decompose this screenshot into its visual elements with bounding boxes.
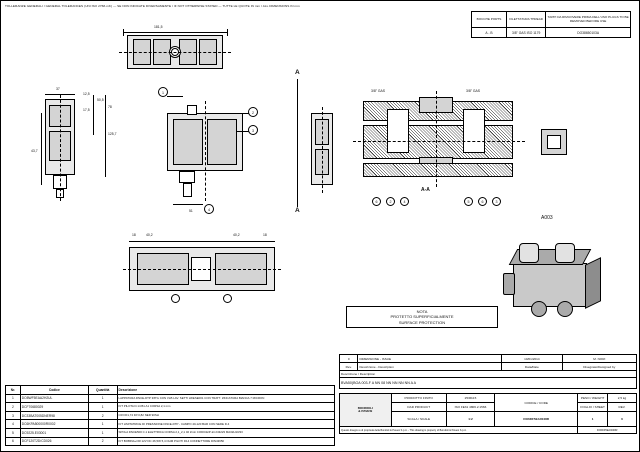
table-row [6,420,335,429]
section-centerline-h [353,141,525,142]
balloon-2-leader [237,113,249,114]
section-line-a [297,79,298,207]
revision-block [339,354,637,389]
iso-relief-valve [531,301,547,317]
port-table-row [472,28,631,38]
iso-side-face [585,257,601,309]
dim-line-bottom-51 [173,204,203,205]
bom-header-code: Codice [20,386,88,395]
front-view-left-spool [173,119,203,165]
iso-front-face [513,263,587,307]
section-lower-band [363,163,513,177]
iso-coil-left [519,243,539,263]
revision-row [340,355,637,363]
table-row [6,428,335,437]
table-row [6,394,335,403]
dim-bottom-18: 18 [132,233,136,237]
balloon-1-leader [167,96,183,97]
code-label-row [340,371,637,378]
dim-line-bottom [129,241,275,242]
company-name-1: BONDIOLI [357,405,373,410]
prodotto-value: 25/Rb15 [446,394,494,403]
front-view-right-spool [207,119,237,165]
section-main-body [363,125,513,159]
front-view-top-port [187,105,197,115]
bom-qty: 1 [88,420,117,429]
revision-desc: DIMENSIONE - ISSUE [358,355,502,363]
bom-qty: 1 [88,394,117,403]
bom-desc: CR DF1,74 D/f 0,82 NER 90SH [117,411,334,420]
front-view-bottom-stem [183,183,192,197]
bom-code: DCF120T2D/CD026 [20,437,88,446]
port-table-header-plugs: TAPPI DA RIMUOVERE PRIMA DELL'USO PLUGS TO BE REMOVED BEFORE USE [546,12,631,28]
code-value-row [340,378,637,389]
bom-code: DCF70680029 [20,403,88,412]
section-centerline-v [436,91,437,187]
section-balloon-2: 2 [386,197,395,206]
bom-desc: SPOLA DNCE500 C.1 ELETTRICA CORSA 2,1_2,1 40 l/min CODICE/P-kit 243223 MA32H10/33 [117,428,334,437]
bom-nr: 6 [6,437,21,446]
company-logo [340,394,392,427]
section-balloon-3: 3 [492,197,501,206]
bom-code: DC33BAT005DNER98 [20,411,88,420]
bom-nr: 4 [6,420,21,429]
dim-bottom-402a: 40,2 [146,233,153,237]
foglio-value: 1 [578,412,608,427]
balloon-3: 3 [248,125,258,135]
bom-qty: 2 [88,411,117,420]
bottom-balloon-a [171,294,180,303]
bom-nr: 2 [6,403,21,412]
balloon-4: 4 [204,204,214,214]
revision-author: M. NORI [562,355,636,363]
scala-value: 1:2 [446,412,494,427]
bom-desc: KIT PILOTA D.14 B1 A1 CORSA 2,1 mm [117,403,334,412]
port-table-cell-ports: A - B [472,28,507,38]
foglio-label: FOGLIO / SHEET [578,403,608,412]
dim-ext-right [227,29,228,36]
section-left-bore [387,109,409,153]
revision-header-rev: Rev. [340,363,358,371]
codice-label: CODICE / CODE [524,400,548,405]
detail-a003-bore [547,135,561,149]
rev-value: 0 [607,412,636,427]
dim-bottom-18b: 18 [263,233,267,237]
bom-desc: KIT BOBINA+OR 12V DC 26,5W 5,4 OHM PILOTI D14 CONNETTORE DIN43650 [117,437,334,446]
section-arrow-a-top: A [295,69,300,76]
port-table-cell-thread: 3/8" GAS ISO 1179 [507,28,546,38]
revision-header-desc: Descrizione - Description [358,363,502,371]
prodotto-label: PRODOTTO FINITO [391,394,446,403]
front-view-bottom-flange [179,171,195,183]
dim-left-78: 78 [108,105,112,109]
table-row [6,437,335,446]
section-balloon-6a: 6 [372,197,381,206]
peso-value: 2,5 kg [607,394,636,403]
detail-label-a003: A003 [541,215,553,221]
thread-label-left: 3/8" GAS [371,89,386,93]
codice-cell [495,394,578,412]
nota-box [346,306,498,328]
company-name-2: & PAVESI [358,409,373,413]
balloon-1: 1 [158,87,168,97]
bom-code: DC6KPA500000R0002 [20,420,88,429]
section-balloon-4: 4 [400,197,409,206]
port-table [471,11,631,38]
bom-qty: 2 [88,437,117,446]
codice-value: DO6DF5EA0048R [495,412,578,427]
title-block [339,393,637,434]
front-view-centerline [205,101,206,201]
table-row [6,411,335,420]
bom-nr: 3 [6,411,21,420]
port-table-cell-plugs: DO38650103A [546,28,631,38]
bom-header-nr: Nr. [6,386,21,395]
section-arrow-a-bottom: A [295,207,300,214]
section-balloon-5: 5 [464,197,473,206]
scala-label [391,412,446,427]
port-table-header-thread: FILETTATURA THREAD [507,12,546,28]
balloon-3-leader [237,131,249,132]
dad-value: ISO FE31 4806.2.1566 [446,403,494,412]
port-table-header-ports: BOCCHE PORTS [472,12,507,28]
footer-right: DO6DF5EA0048R [578,427,637,434]
section-title-aa: A-A [421,187,430,193]
code-value: BVA50(BOA 003-F A NN 08 NN NN NN NN A A [340,378,637,389]
dim-left-125: 12,5 [83,92,90,96]
iso-port-bottom [557,301,573,317]
table-row [6,403,335,412]
bill-of-materials [5,385,335,446]
dim-left-175: 17,5 [83,108,90,112]
bom-header-qty: Quantità [88,386,117,395]
dim-left-1257: 125,7 [108,132,117,136]
bottom-balloon-b [223,294,232,303]
right-view-centerline [322,107,323,193]
left-view-centerline [60,95,61,201]
dim-left-37: 37 [56,87,60,91]
dim-line-left-v2 [105,95,106,177]
isometric-view [501,239,609,331]
thread-label-right: 3/8" GAS [466,89,481,93]
revision-header-date: Data/Date [502,363,562,371]
scala-label-text: SCALA / SCALE [407,417,431,421]
dim-bottom-51: 51 [189,209,193,213]
bom-desc: KIT LIMITATRICE DI PRESSIONE DNCE-DTP - CAMPO 40-120 BAR CON SEDE D.4 [117,420,334,429]
dim-line-left-v1 [93,95,94,135]
section-right-bore [463,109,485,153]
dim-left-505: 50,5 [97,98,104,102]
bom-nr: 5 [6,428,21,437]
footer-left: Questo disegno è di proprietà della Bondioli & Pavesi S.p.A. - This drawing is property of Bondioli & Pavesi S.p.A. [340,427,578,434]
section-balloon-6b: 6 [478,197,487,206]
iso-port-left [503,273,515,295]
dim-line-top [123,32,227,33]
dim-line-left-v3 [41,113,42,185]
bom-qty: 1 [88,428,117,437]
bom-code: DO8WF5EAA2H2UL [20,394,88,403]
bom-code: DC9225.E03001 [20,428,88,437]
revision-rev: 0 [340,355,358,363]
bottom-view-centerline [123,269,281,270]
bom-desc: LAPPATURA DNCE-DTP 3/8"G CON VLB LAV. SETTI LWESE001 CON TRATT. ZINCATURA BIANCA 7 MICRON [117,394,334,403]
dim-ext-left [123,29,124,36]
peso-label: PESO / WEIGHT [578,394,608,403]
revision-header-row [340,363,637,371]
code-label: Descrizione / Description [340,371,637,378]
nota-title: NOTA [416,309,428,314]
revision-date: 10/01/2014 [502,355,562,363]
dim-left-437: 43,7 [31,149,38,153]
iso-coil-right [555,243,575,263]
top-view-centerline [119,52,231,53]
revision-header-author: Disegnato/Designed by [562,363,636,371]
dim-top-overall: 181,5 [154,25,163,29]
bom-qty: 1 [88,403,117,412]
balloon-2: 2 [248,107,258,117]
nota-line-en: SURFACE PROTECTION [398,319,446,325]
rev-label: REV. [607,403,636,412]
bom-nr: 1 [6,394,21,403]
dim-bottom-402b: 40,2 [233,233,240,237]
dad-label: DAD PRODUCT [391,403,446,412]
general-tolerance-note: TOLLERANZE GENERALI / GENERAL TOLERANCES (UNI ISO 2768-mK) — SE NON INDICATE DIVERSAMENTE / IF NOT OTHERWISE STATED — TUTTE LE QUOTE IN mm / ALL DIMENSIONS IN mm [5,4,300,8]
bom-header-row [6,386,335,395]
nota-line-it: PROTETTO SUPERFICIALMENTE [390,314,454,320]
bom-header-desc: Descrizione [117,386,334,395]
